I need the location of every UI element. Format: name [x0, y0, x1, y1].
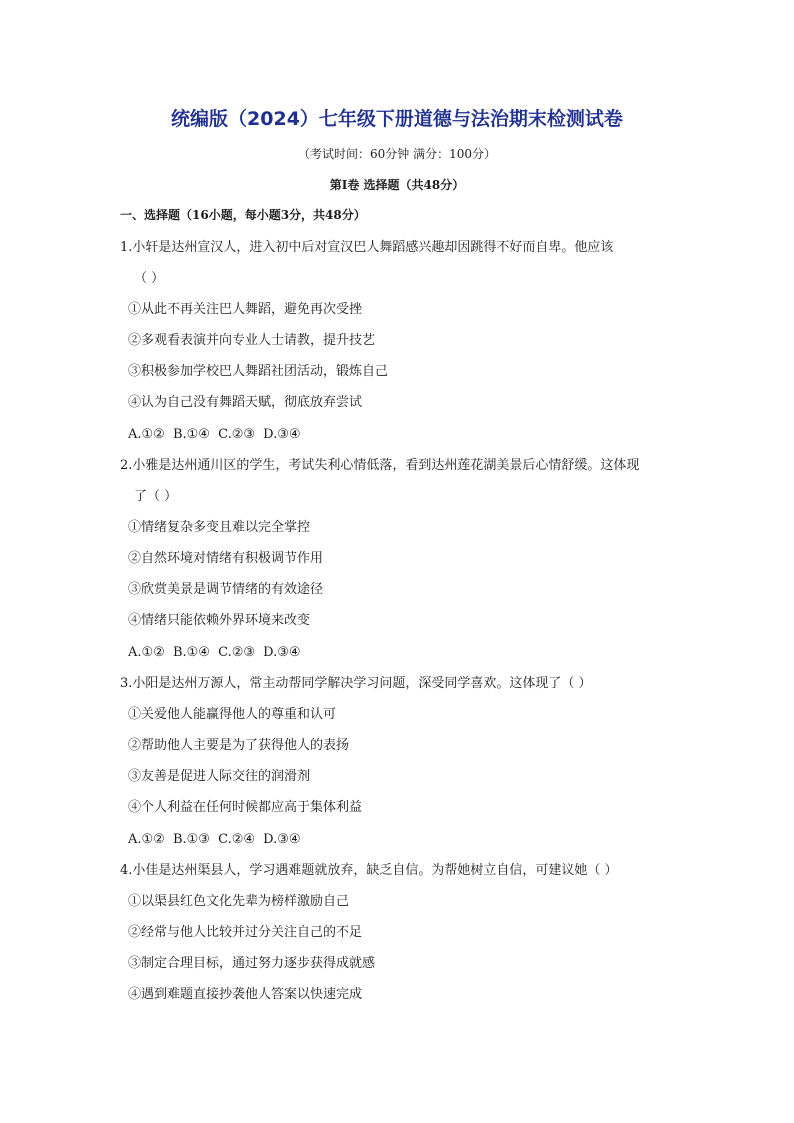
question-1-option-4: ④认为自己没有舞蹈天赋，彻底放弃尝试 [128, 395, 363, 410]
question-4-option-2: ②经常与他人比较并过分关注自己的不足 [128, 925, 363, 940]
section-title: 第Ⅰ卷 选择题（共48分） [329, 178, 465, 192]
question-2-option-2: ②自然环境对情绪有积极调节作用 [128, 551, 324, 566]
question-4-option-1: ①以渠县红色文化先辈为榜样激励自己 [128, 894, 350, 909]
question-2-option-4: ④情绪只能依赖外界环境来改变 [128, 613, 311, 628]
question-3-answer-choices: A.①② B.①③ C.②④ D.③④ [128, 832, 301, 847]
question-3-option-3: ③友善是促进人际交往的润滑剂 [128, 769, 311, 784]
question-2-option-1: ①情绪复杂多变且难以完全掌控 [128, 520, 311, 535]
question-3-option-2: ②帮助他人主要是为了获得他人的表扬 [128, 738, 350, 753]
question-2-option-3: ③欣赏美景是调节情绪的有效途径 [128, 582, 324, 597]
question-2-stem: 2.小雅是达州通川区的学生，考试失利心情低落，看到达州莲花湖美景后心情舒缓。这体现 [120, 458, 640, 473]
question-1-stem-continuation: （ ） [134, 271, 165, 286]
question-4-stem: 4.小佳是达州渠县人，学习遇难题就放弃，缺乏自信。为帮她树立自信，可建议她（ ） [120, 863, 618, 878]
question-3-option-1: ①关爱他人能赢得他人的尊重和认可 [128, 707, 337, 722]
question-1-option-3: ③积极参加学校巴人舞蹈社团活动，锻炼自己 [128, 364, 389, 379]
question-3-option-4: ④个人利益在任何时候都应高于集体利益 [128, 800, 363, 815]
question-1-option-1: ①从此不再关注巴人舞蹈，避免再次受挫 [128, 302, 363, 317]
question-1-stem: 1.小轩是达州宣汉人，进入初中后对宣汉巴人舞蹈感兴趣却因跳得不好而自卑。他应该 [120, 240, 614, 255]
question-1-answer-choices: A.①② B.①④ C.②③ D.③④ [128, 427, 301, 442]
question-2-stem-continuation: 了（ ） [134, 489, 178, 504]
question-4-option-3: ③制定合理目标，通过努力逐步获得成就感 [128, 956, 376, 971]
question-4-option-4: ④遇到难题直接抄袭他人答案以快速完成 [128, 987, 363, 1002]
exam-info: （考试时间：60分钟 满分：100分） [298, 147, 496, 161]
part-heading: 一、选择题（16小题，每小题3分，共48分） [120, 208, 366, 222]
question-1-option-2: ②多观看表演并向专业人士请教，提升技艺 [128, 333, 376, 348]
question-3-stem: 3.小阳是达州万源人，常主动帮同学解决学习问题，深受同学喜欢。这体现了（ ） [120, 676, 592, 691]
question-2-answer-choices: A.①② B.①④ C.②③ D.③④ [128, 645, 301, 660]
exam-title: 统编版（2024）七年级下册道德与法治期末检测试卷 [171, 108, 623, 130]
